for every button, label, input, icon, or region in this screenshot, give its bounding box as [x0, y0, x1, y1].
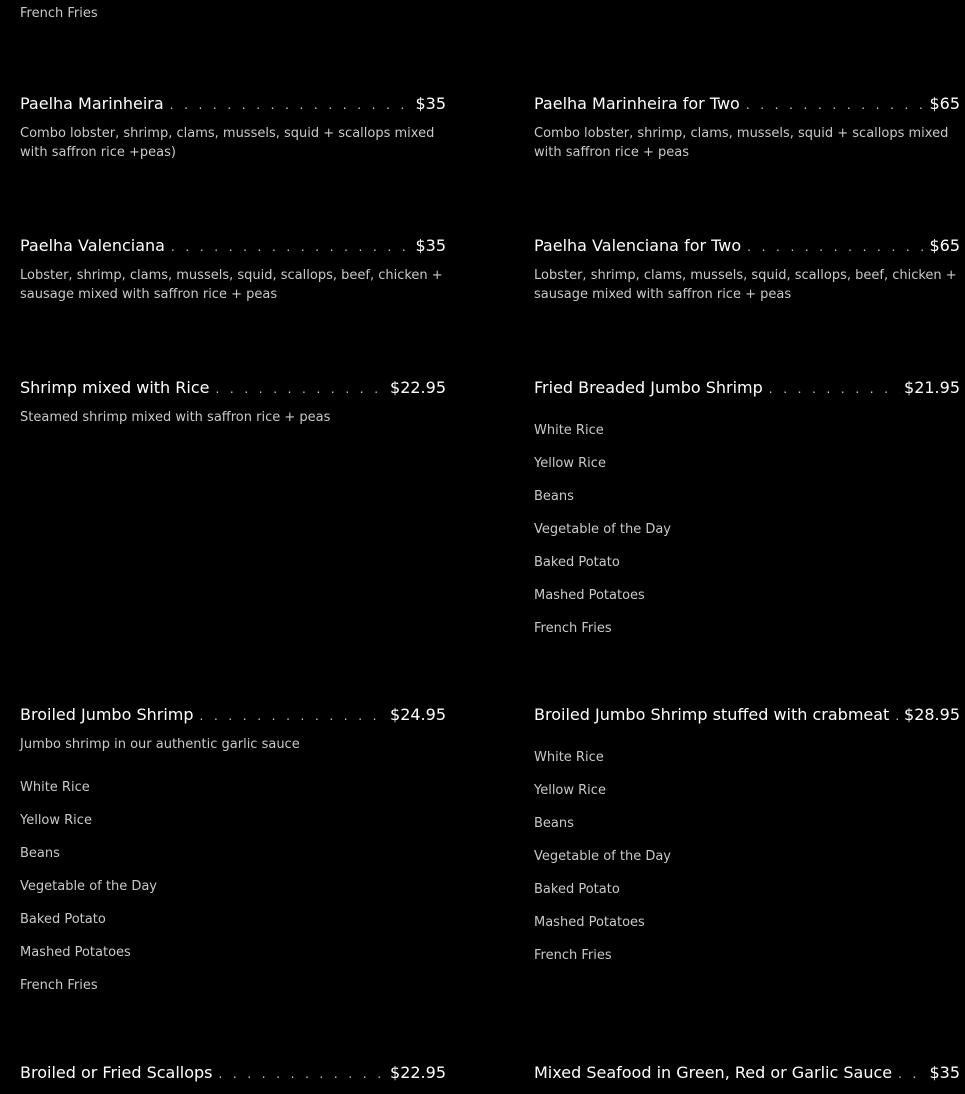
- side-option: French Fries: [20, 978, 98, 993]
- side-option: French Fries: [20, 6, 98, 21]
- menu-item-name: Mixed Seafood in Green, Red or Garlic Sauce: [534, 1063, 893, 1082]
- menu-item-name: Paelha Valenciana for Two: [534, 236, 742, 255]
- menu-item-name: Broiled or Fried Scallops: [20, 1063, 213, 1082]
- menu-item-header: [20, 703, 446, 727]
- dot-leader: [219, 1062, 387, 1086]
- side-option: French Fries: [534, 621, 612, 636]
- dot-leader: [170, 93, 412, 117]
- menu-item-description: Lobster, shrimp, clams, mussels, squid, scallops, beef, chicken + sausage mixed with saffron rice + peas: [534, 268, 957, 302]
- menu-item-name: Paelha Marinheira: [20, 94, 164, 113]
- menu-item-shrimp-mixed-with-rice: [20, 376, 446, 427]
- menu-item-name: Fried Breaded Jumbo Shrimp: [534, 378, 763, 397]
- menu-item-price: $35: [415, 236, 446, 255]
- menu-item-price: $24.95: [390, 705, 446, 724]
- side-option: Vegetable of the Day: [20, 879, 157, 894]
- side-option: Beans: [534, 489, 574, 504]
- menu-item-price: $35: [929, 1063, 960, 1082]
- side-option: Mashed Potatoes: [534, 588, 645, 603]
- menu-item-description: Combo lobster, shrimp, clams, mussels, squid + scallops mixed with saffron rice +peas): [20, 126, 435, 160]
- menu-item-name: Shrimp mixed with Rice: [20, 378, 210, 397]
- side-option: Baked Potato: [20, 912, 106, 927]
- menu-item-paelha-marinheira: [20, 92, 446, 162]
- side-option: Yellow Rice: [534, 783, 606, 798]
- menu-item-broiled-jumbo-shrimp: [20, 703, 446, 1002]
- side-options-list: [534, 741, 960, 972]
- side-option: Baked Potato: [534, 555, 620, 570]
- dot-leader: [200, 704, 387, 728]
- dot-leader: [769, 377, 900, 401]
- side-option: White Rice: [534, 423, 604, 438]
- side-option: Beans: [534, 816, 574, 831]
- menu-item-header: [20, 234, 446, 258]
- menu-item-header: [20, 92, 446, 116]
- menu-item-paelha-valenciana-for-two: [534, 234, 960, 304]
- menu-item-price: $35: [415, 94, 446, 113]
- menu-item-header: [534, 1061, 960, 1085]
- dot-leader: [215, 377, 386, 401]
- dot-leader: [171, 235, 411, 259]
- menu-item-name: Paelha Valenciana: [20, 236, 165, 255]
- side-option: French Fries: [534, 948, 612, 963]
- side-option: White Rice: [534, 750, 604, 765]
- menu-item-header: [20, 376, 446, 400]
- dot-leader: [747, 235, 925, 259]
- menu-item-price: $28.95: [904, 705, 960, 724]
- dot-leader: [898, 1062, 925, 1086]
- menu-item-paelha-marinheira-for-two: [534, 92, 960, 162]
- menu-item-header: [534, 92, 960, 116]
- menu-item-description: Lobster, shrimp, clams, mussels, squid, scallops, beef, chicken + sausage mixed with saffron rice + peas: [20, 268, 443, 302]
- menu-item-header: [534, 703, 960, 727]
- menu-item-name: Broiled Jumbo Shrimp: [20, 705, 194, 724]
- menu-item-name: Paelha Marinheira for Two: [534, 94, 740, 113]
- menu-item-header: [534, 376, 960, 400]
- side-option: Yellow Rice: [534, 456, 606, 471]
- menu-item-broiled-jumbo-shrimp-stuffed: [534, 703, 960, 972]
- side-option: Vegetable of the Day: [534, 522, 671, 537]
- dot-leader: [746, 93, 926, 117]
- menu-item-name: Broiled Jumbo Shrimp stuffed with crabmeat: [534, 705, 890, 724]
- side-option: Yellow Rice: [20, 813, 92, 828]
- side-option: White Rice: [20, 780, 90, 795]
- menu-item-description: Combo lobster, shrimp, clams, mussels, squid + scallops mixed with saffron rice + peas: [534, 126, 949, 160]
- side-options-list: [534, 414, 960, 645]
- side-option: Baked Potato: [534, 882, 620, 897]
- menu-item-paelha-valenciana: [20, 234, 446, 304]
- side-options-list: [20, 771, 446, 1002]
- menu-item-fried-breaded-jumbo-shrimp: [534, 376, 960, 645]
- menu-item-price: $65: [929, 94, 960, 113]
- menu-item-price: $22.95: [390, 1063, 446, 1082]
- side-option: Vegetable of the Day: [534, 849, 671, 864]
- menu-item-description: Steamed shrimp mixed with saffron rice + peas: [20, 410, 331, 425]
- menu-item-broiled-or-fried-scallops: [20, 1061, 446, 1085]
- menu-item-header: [534, 234, 960, 258]
- menu-item-price: $22.95: [390, 378, 446, 397]
- menu-item-price: $65: [929, 236, 960, 255]
- side-option: Mashed Potatoes: [20, 945, 131, 960]
- menu-item-price: $21.95: [904, 378, 960, 397]
- side-option: Mashed Potatoes: [534, 915, 645, 930]
- menu-item-description: Jumbo shrimp in our authentic garlic sauce: [20, 737, 300, 752]
- menu-item-header: [20, 1061, 446, 1085]
- side-option: Beans: [20, 846, 60, 861]
- menu-item-mixed-seafood: [534, 1061, 960, 1085]
